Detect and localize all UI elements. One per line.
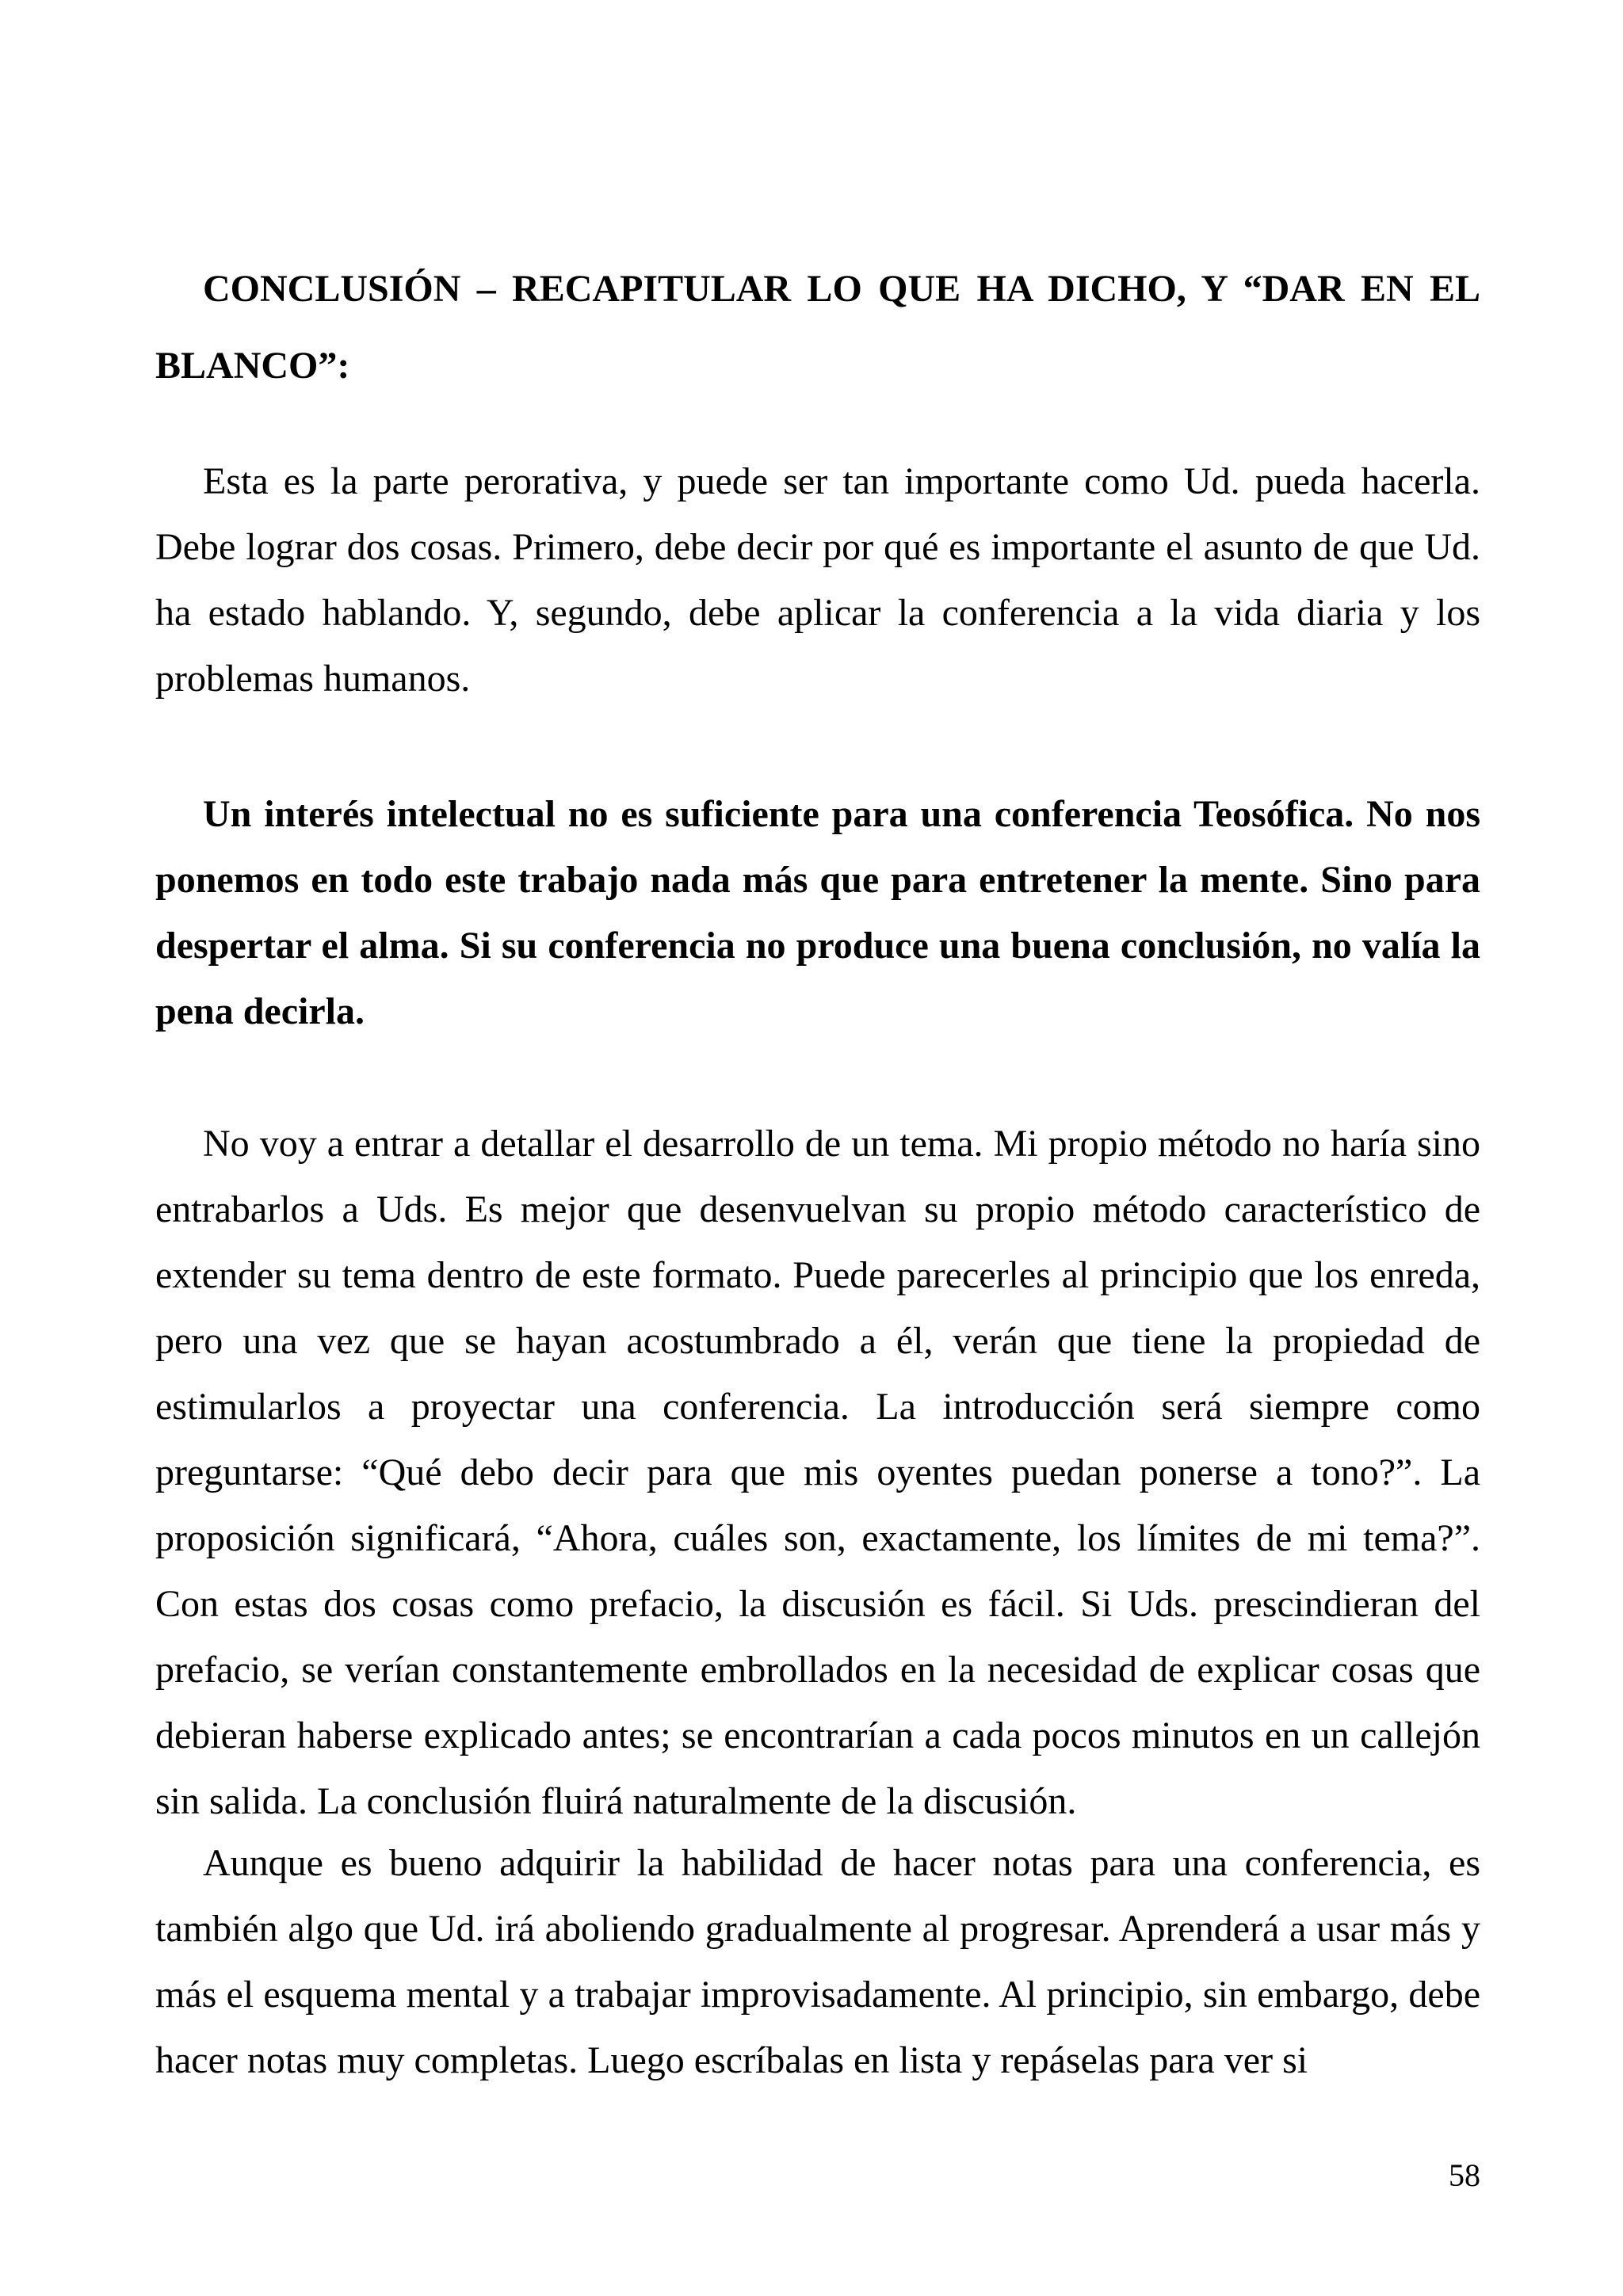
paragraph-notes: Aunque es bueno adquirir la habilidad de hacer notas para una conferencia, es también algo que Ud. irá aboliendo gradualmente al progresar. Aprenderá a usar más y más el esquema mental y a trabajar improvisadamente. Al principio, sin embargo, debe hacer notas muy completas. Luego escríbalas en lista y repáselas para ver si [155,1842,1480,2081]
paragraph-bold-emphasis: Un interés intelectual no es suficiente para una conferencia Teosófica. No nos ponemos en todo este trabajo nada más que para entretener la mente. Sino para despertar el alma. Si su conferencia no produce una buena conclusión, no valía la pena decirla. [155,793,1480,1032]
section-heading: CONCLUSIÓN – RECAPITULAR LO QUE HA DICHO, Y “DAR EN EL BLANCO”: [155,268,1480,387]
page-number: 58 [1449,2157,1480,2193]
paragraph-method: No voy a entrar a detallar el desarrollo de un tema. Mi propio método no haría sino entrabarlos a Uds. Es mejor que desenvuelvan su propio método característico de extender su tema dentro de este formato. Puede parecerles al principio que los enreda, pero una vez que se hayan acostumbrado a él, verán que tiene la propiedad de estimularlos a proyectar una conferencia. La introducción será siempre como preguntarse: “Qué debo decir para que mis oyentes puedan ponerse a tono?”. La proposición significará, “Ahora, cuáles son, exactamente, los límites de mi tema?”. Con estas dos cosas como prefacio, la discusión es fácil. Si Uds. prescindieran del prefacio, se verían constantemente embrollados en la necesidad de explicar cosas que debieran haberse explicado antes; se encontrarían a cada pocos minutos en un callejón sin salida. La conclusión fluirá naturalmente de la discusión. [155,1123,1480,1822]
paragraph-perorative: Esta es la parte perorativa, y puede ser tan importante como Ud. pueda hacerla. Debe lograr dos cosas. Primero, debe decir por qué es importante el asunto de que Ud. ha estado hablando. Y, segundo, debe aplicar la conferencia a la vida diaria y los problemas humanos. [155,460,1480,700]
